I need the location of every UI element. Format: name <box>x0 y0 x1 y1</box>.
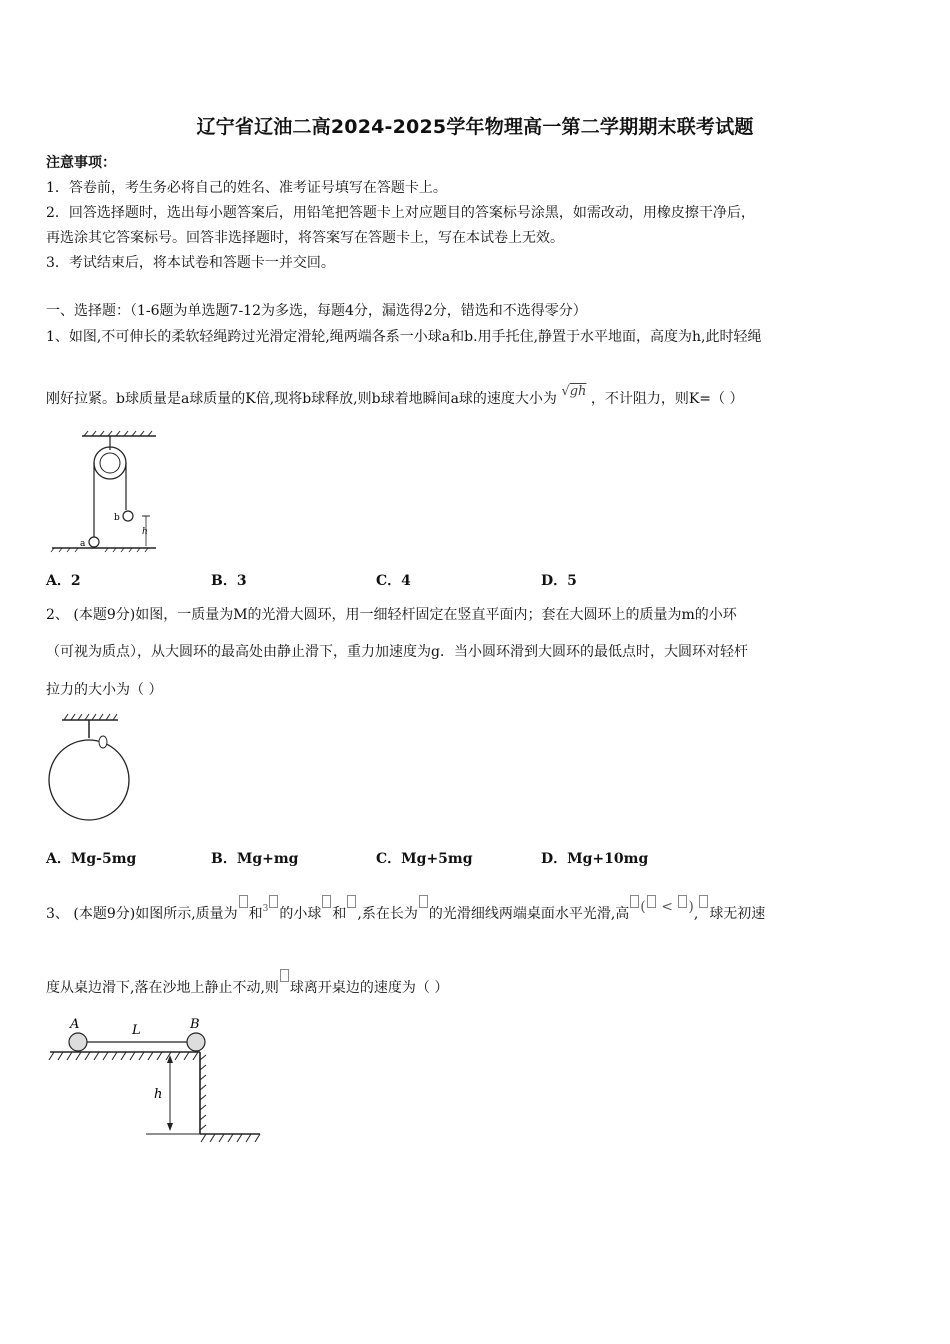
label-h: h <box>154 1087 163 1102</box>
q1-text-b: ，不计阻力，则K=（ ） <box>590 391 744 407</box>
q1-text-a: 刚好拉紧。b球质量是a球质量的K倍,现将b球释放,则b球着地瞬间a球的速度大小为 <box>46 391 557 407</box>
table-figure <box>46 1010 266 1150</box>
q2-option-a[interactable]: A．Mg-5mg <box>46 851 137 867</box>
q2-option-b[interactable]: B．Mg+mg <box>211 851 299 867</box>
note-item: 1．答卷前，考生务必将自己的姓名、准考证号填写在答题卡上。 <box>46 180 447 196</box>
label-a: a <box>80 539 86 549</box>
q1-option-d[interactable]: D．5 <box>541 573 577 589</box>
label-L: L <box>132 1023 141 1038</box>
q3-text-line1: 3、 (本题9分)如图所示,质量为 和$^3$ 的小球 和 ,系在长为 的光滑细线两端桌面水平光滑,高 ( < ), 球无初速 <box>46 895 765 923</box>
q2-text-line1: 2、 (本题9分)如图，一质量为M的光滑大圆环，用一细轻杆固定在竖直平面内；套在大圆环上的质量为m的小环 <box>46 607 737 623</box>
label-A: A <box>70 1017 80 1032</box>
ring-figure <box>46 708 136 828</box>
section-heading: 一、选择题：（1-6题为单选题7-12为多选，每题4分，漏选得2分，错选和不选得零分） <box>46 303 587 319</box>
q1-option-b[interactable]: B．3 <box>211 573 247 589</box>
q2-text-line2: （可视为质点），从大圆环的最高处由静止滑下，重力加速度为g．当小圆环滑到大圆环的最低点时，大圆环对轻杆 <box>46 644 748 660</box>
q2-option-c[interactable]: C．Mg+5mg <box>376 851 473 867</box>
q1-text-line2 <box>46 384 744 408</box>
q1-option-a[interactable]: A．2 <box>46 573 81 589</box>
label-B: B <box>190 1017 200 1032</box>
label-h: h <box>142 527 148 537</box>
q2-text-line3: 拉力的大小为（ ） <box>46 682 163 698</box>
page-title: 辽宁省辽油二高2024-2025学年物理高一第二学期期末联考试题 <box>196 116 754 138</box>
label-b: b <box>114 513 120 523</box>
q1-option-c[interactable]: C．4 <box>376 573 411 589</box>
q1-text-line1: 1、如图,不可伸长的柔软轻绳跨过光滑定滑轮,绳两端各系一小球a和b.用手托住,静置于水平地面，高度为h,此时轻绳 <box>46 329 762 345</box>
q2-option-d[interactable]: D．Mg+10mg <box>541 851 649 867</box>
note-item: 2．回答选择题时，选出每小题答案后，用铅笔把答题卡上对应题目的答案标号涂黑，如需改动，用橡皮擦干净后， <box>46 205 755 221</box>
notes-heading: 注意事项： <box>46 155 116 171</box>
sqrt-formula: √gh <box>561 384 587 399</box>
note-item: 再选涂其它答案标号。回答非选择题时，将答案写在答题卡上，写在本试卷上无效。 <box>46 230 564 246</box>
q3-text-line2: 度从桌边滑下,落在沙地上静止不动,则 球离开桌边的速度为（ ） <box>46 969 448 997</box>
note-item: 3．考试结束后，将本试卷和答题卡一并交回。 <box>46 255 335 271</box>
pulley-figure <box>48 430 168 554</box>
